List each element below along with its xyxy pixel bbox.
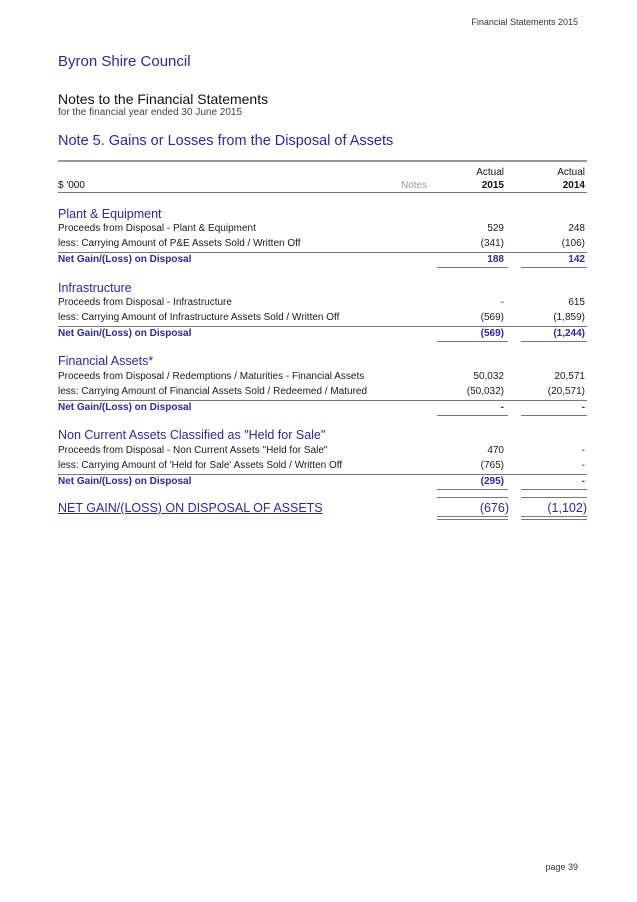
- row-value-2014: (106): [561, 238, 585, 249]
- table-row: [58, 371, 587, 385]
- net-value-2015: -: [500, 402, 504, 413]
- underline: [437, 341, 508, 342]
- section-title: Financial Assets*: [58, 354, 154, 368]
- net-row: [58, 402, 587, 416]
- page-number: page 39: [545, 862, 578, 872]
- net-value-2014: -: [581, 476, 585, 487]
- row-value-2015: (569): [480, 312, 504, 323]
- row-value-2014: 615: [568, 297, 585, 308]
- row-label: Proceeds from Disposal / Redemptions / Maturities - Financial Assets: [58, 371, 365, 382]
- table-row: [58, 312, 587, 327]
- col-2014-year: 2014: [562, 180, 585, 191]
- notes-subtitle: for the financial year ended 30 June 2015: [58, 107, 243, 118]
- row-value-2014: -: [581, 445, 585, 456]
- row-label: less: Carrying Amount of P&E Assets Sold / Written Off: [58, 238, 301, 249]
- section-title: Infrastructure: [58, 281, 132, 295]
- grand-total-2015: (676): [479, 501, 509, 515]
- underline: [521, 415, 587, 416]
- net-value-2014: (1,244): [553, 328, 585, 339]
- underline: [521, 341, 587, 342]
- grand-total-2014: (1,102): [547, 501, 587, 515]
- table-row: [58, 445, 587, 459]
- council-name: Byron Shire Council: [58, 53, 191, 70]
- row-value-2015: 529: [487, 223, 504, 234]
- table-row: [58, 460, 587, 475]
- row-value-2014: (20,571): [547, 386, 585, 397]
- net-value-2014: 142: [568, 254, 585, 265]
- notes-col-label: Notes: [401, 180, 428, 191]
- row-label: less: Carrying Amount of Infrastructure Assets Sold / Written Off: [58, 312, 340, 323]
- underline: [521, 489, 587, 490]
- row-value-2015: (50,032): [466, 386, 504, 397]
- row-value-2014: -: [581, 460, 585, 471]
- table-row: [58, 297, 587, 311]
- row-value-2015: -: [500, 297, 504, 308]
- row-value-2015: 50,032: [473, 371, 504, 382]
- net-value-2014: -: [581, 402, 585, 413]
- row-value-2015: 470: [487, 445, 504, 456]
- row-value-2014: (1,859): [553, 312, 585, 323]
- table-row: [58, 386, 587, 401]
- overline: [437, 497, 508, 498]
- row-value-2015: (765): [480, 460, 504, 471]
- notes-title: Notes to the Financial Statements: [58, 91, 269, 107]
- net-label: Net Gain/(Loss) on Disposal: [58, 254, 192, 265]
- underline: [437, 489, 508, 490]
- double-underline: [521, 516, 587, 520]
- net-value-2015: (569): [480, 328, 504, 339]
- table-top-rule: [58, 160, 587, 162]
- row-label: less: Carrying Amount of 'Held for Sale' Assets Sold / Written Off: [58, 460, 343, 471]
- table-row: [58, 238, 587, 253]
- row-label: Proceeds from Disposal - Plant & Equipment: [58, 223, 256, 234]
- net-row: [58, 254, 587, 268]
- net-value-2015: (295): [480, 476, 504, 487]
- col-2015-year: 2015: [481, 180, 504, 191]
- note-title: Note 5. Gains or Losses from the Disposal of Assets: [58, 133, 394, 149]
- row-value-2014: 20,571: [554, 371, 585, 382]
- net-label: Net Gain/(Loss) on Disposal: [58, 476, 192, 487]
- row-label: Proceeds from Disposal - Non Current Assets "Held for Sale": [58, 445, 328, 456]
- row-value-2014: 248: [568, 223, 585, 234]
- double-underline: [437, 516, 508, 520]
- net-label: Net Gain/(Loss) on Disposal: [58, 328, 192, 339]
- header-rule: [58, 192, 587, 193]
- section-title: Plant & Equipment: [58, 207, 162, 221]
- row-value-2015: (341): [480, 238, 504, 249]
- col-2015-label: Actual: [476, 167, 504, 178]
- net-row: [58, 328, 587, 342]
- section-title: Non Current Assets Classified as "Held for Sale": [58, 428, 326, 442]
- underline: [437, 415, 508, 416]
- row-label: Proceeds from Disposal - Infrastructure: [58, 297, 232, 308]
- overline: [521, 497, 587, 498]
- net-row: [58, 476, 587, 490]
- running-header: Financial Statements 2015: [471, 17, 578, 27]
- row-label: less: Carrying Amount of Financial Assets Sold / Redeemed / Matured: [58, 386, 368, 397]
- table-row: [58, 223, 587, 237]
- col-2014-label: Actual: [557, 167, 585, 178]
- net-label: Net Gain/(Loss) on Disposal: [58, 402, 192, 413]
- net-value-2015: 188: [487, 254, 504, 265]
- units-label: $ '000: [58, 180, 85, 191]
- underline: [437, 267, 508, 268]
- grand-total-row: [58, 501, 587, 517]
- underline: [521, 267, 587, 268]
- grand-total-label: NET GAIN/(LOSS) ON DISPOSAL OF ASSETS: [58, 501, 323, 515]
